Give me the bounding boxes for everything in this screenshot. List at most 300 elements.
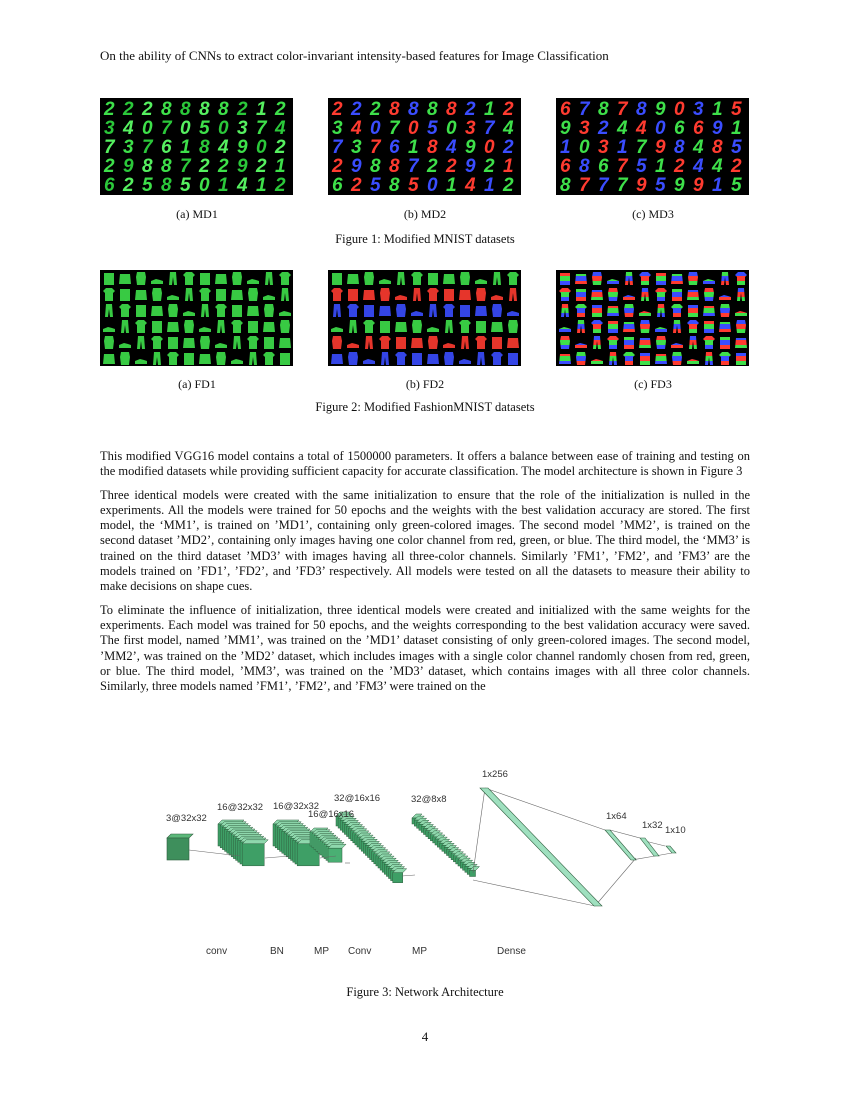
figure2-caption: Figure 2: Modified FashionMNIST datasets — [315, 400, 535, 414]
stage-label: MP — [412, 946, 427, 957]
digit-glyph: 8 — [199, 99, 210, 120]
digit-glyph: 3 — [104, 118, 115, 139]
digit-glyph: 2 — [427, 156, 438, 177]
clothing-item — [734, 319, 748, 334]
clothing-item — [491, 352, 503, 365]
clothing-item — [199, 288, 211, 301]
digit-glyph: 0 — [655, 118, 666, 139]
clothing-item — [248, 288, 258, 301]
clothing-item — [459, 290, 471, 300]
clothing-item — [183, 311, 195, 316]
clothing-item — [412, 320, 422, 333]
digit-glyph: 1 — [712, 175, 723, 195]
clothing-item — [574, 271, 588, 286]
digit-glyph: 7 — [617, 99, 628, 120]
digit-glyph: 8 — [389, 156, 400, 177]
clothing-item — [333, 304, 341, 317]
digit-glyph: 0 — [256, 137, 267, 158]
clothing-item — [460, 305, 470, 317]
clothing-item — [348, 352, 358, 365]
digit-glyph: 0 — [218, 118, 229, 139]
clothing-item — [622, 287, 636, 302]
clothing-item — [492, 304, 502, 317]
digit-glyph: 5 — [731, 175, 742, 195]
digit-glyph: 8 — [712, 137, 723, 158]
layer-label: 32@16x16 — [334, 793, 381, 804]
digit-glyph: 7 — [104, 137, 115, 158]
digit-glyph: 8 — [408, 99, 419, 120]
clothing-item — [702, 319, 716, 334]
clothing-item — [331, 288, 343, 301]
clothing-item — [445, 320, 453, 333]
stage-label: MP — [314, 946, 329, 957]
clothing-item — [702, 351, 716, 366]
clothing-item — [185, 288, 193, 301]
stage-label: BN — [270, 946, 284, 957]
conv-block-2 — [336, 812, 407, 883]
clothing-item — [428, 336, 438, 349]
clothing-item — [686, 319, 700, 334]
digit-glyph: 7 — [617, 175, 628, 195]
digit-glyph: 2 — [123, 99, 134, 120]
digit-glyph: 5 — [636, 156, 647, 177]
digit-glyph: 8 — [218, 99, 229, 120]
clothing-item — [411, 272, 423, 285]
digit-glyph: 8 — [560, 175, 571, 195]
digit-glyph: 7 — [389, 118, 400, 139]
clothing-item — [119, 274, 131, 284]
digit-glyph: 2 — [731, 156, 742, 177]
digit-glyph: 7 — [598, 175, 609, 195]
digit-glyph: 9 — [465, 156, 476, 177]
clothing-item — [247, 306, 259, 316]
clothing-item — [232, 272, 242, 285]
digit-glyph: 9 — [674, 175, 685, 195]
clothing-item — [734, 303, 748, 318]
digit-glyph: 9 — [712, 118, 723, 139]
clothing-item — [136, 272, 146, 285]
digit-glyph: 2 — [484, 156, 495, 177]
clothing-item — [103, 288, 115, 301]
clothing-item — [590, 351, 604, 366]
digit-glyph: 2 — [237, 99, 248, 120]
clothing-item — [429, 304, 437, 317]
clothing-item — [263, 322, 275, 332]
subcaption-fd3: (c) FD3 — [634, 377, 672, 391]
digit-glyph: 4 — [237, 175, 248, 195]
clothing-item — [654, 319, 668, 334]
digit-glyph: 9 — [465, 137, 476, 158]
clothing-item — [686, 287, 700, 302]
digit-glyph: 4 — [465, 175, 476, 195]
clothing-item — [104, 273, 114, 285]
digit-glyph: 8 — [389, 175, 400, 195]
layer-label: 1x256 — [482, 769, 508, 780]
clothing-item — [702, 271, 716, 286]
digit-glyph: 2 — [503, 99, 514, 120]
digit-glyph: 8 — [446, 99, 457, 120]
clothing-item — [574, 319, 588, 334]
clothing-item — [364, 305, 374, 317]
digit-glyph: 5 — [655, 175, 666, 195]
stage-label: Conv — [348, 946, 372, 957]
clothing-item — [151, 306, 163, 316]
subcaption-md1: (a) MD1 — [176, 207, 218, 221]
digit-glyph: 9 — [693, 175, 704, 195]
digit-glyph: 8 — [142, 156, 153, 177]
stage-labels — [206, 946, 526, 957]
stage-label: Dense — [497, 946, 526, 957]
digit-glyph: 8 — [427, 137, 438, 158]
clothing-item — [734, 335, 748, 350]
clothing-item — [137, 336, 145, 349]
clothing-item — [153, 352, 161, 365]
digit-glyph: 9 — [123, 156, 134, 177]
digit-glyph: 5 — [408, 175, 419, 195]
digit-glyph: 7 — [484, 118, 495, 139]
paragraph-1: This modified VGG16 model contains a total of 1500000 parameters. It offers a balance between ease of training and testing on the modified datasets while providing sufficient capacity for accurate classification. The model architecture is shown in Figure 3 — [100, 449, 750, 479]
clothing-item — [734, 287, 748, 302]
digit-glyph: 2 — [351, 175, 362, 195]
clothing-item — [622, 303, 636, 318]
network-architecture-diagram — [140, 760, 710, 965]
digit-glyph: 1 — [256, 99, 267, 120]
digit-glyph: 8 — [161, 156, 172, 177]
layer-label: 16@32x32 — [217, 802, 264, 813]
clothing-item — [396, 337, 406, 349]
digit-glyph: 2 — [275, 175, 286, 195]
digit-glyph: 2 — [142, 99, 153, 120]
clothing-item — [427, 288, 439, 301]
digit-glyph: 3 — [237, 118, 248, 139]
clothing-item — [507, 338, 519, 348]
clothing-item — [280, 320, 290, 333]
digit-glyph: 2 — [104, 99, 115, 120]
clothing-item — [396, 304, 406, 317]
digit-glyph: 8 — [370, 156, 381, 177]
clothing-item — [718, 271, 732, 286]
digit-glyph: 8 — [579, 156, 590, 177]
clothing-item — [167, 352, 179, 365]
clothing-item — [509, 288, 517, 301]
digit-glyph: 0 — [674, 99, 685, 120]
digit-glyph: 2 — [503, 137, 514, 158]
clothing-item — [702, 303, 716, 318]
clothing-item — [103, 354, 115, 364]
digit-glyph: 4 — [617, 118, 628, 139]
clothing-item — [135, 320, 147, 333]
clothing-item — [558, 287, 572, 302]
clothing-item — [590, 303, 604, 318]
clothing-item — [104, 336, 114, 349]
clothing-item — [427, 327, 439, 332]
feature-map — [393, 873, 403, 883]
clothing-item — [167, 295, 179, 300]
layer-label: 1x64 — [606, 811, 627, 822]
clothing-item — [476, 288, 486, 301]
clothing-item — [443, 304, 455, 317]
digit-glyph: 9 — [237, 156, 248, 177]
clothing-item — [638, 319, 652, 334]
digit-glyph: 5 — [731, 99, 742, 120]
clothing-item — [558, 319, 572, 334]
digit-glyph: 2 — [104, 156, 115, 177]
digit-glyph: 9 — [636, 175, 647, 195]
clothing-item — [217, 320, 225, 333]
digit-glyph: 6 — [332, 175, 343, 195]
clothing-item — [231, 290, 243, 300]
clothing-item — [558, 303, 572, 318]
clothing-item — [121, 320, 129, 333]
clothing-item — [686, 271, 700, 286]
layer-label: 32@8x8 — [411, 794, 447, 805]
clothing-item — [231, 320, 243, 333]
digit-glyph: 7 — [579, 99, 590, 120]
clothing-item — [395, 352, 407, 365]
digit-glyph: 1 — [484, 175, 495, 195]
clothing-item — [264, 337, 274, 349]
digit-glyph: 4 — [123, 118, 134, 139]
digit-glyph: 3 — [579, 118, 590, 139]
digit-glyph: 1 — [655, 156, 666, 177]
clothing-item — [670, 287, 684, 302]
digit-glyph: 1 — [218, 175, 229, 195]
clothing-item — [169, 272, 177, 285]
clothing-item — [347, 343, 359, 348]
clothing-item — [507, 272, 519, 285]
digit-glyph: 0 — [370, 118, 381, 139]
clothing-item — [201, 304, 209, 317]
digit-glyph: 2 — [275, 99, 286, 120]
digit-glyph: 8 — [598, 99, 609, 120]
clothing-item — [590, 287, 604, 302]
clothing-item — [508, 320, 518, 333]
digit-glyph: 0 — [142, 118, 153, 139]
clothing-item — [231, 359, 243, 364]
clothing-item — [331, 327, 343, 332]
digit-glyph: 2 — [256, 156, 267, 177]
clothing-item — [606, 335, 620, 350]
clothing-item — [413, 288, 421, 301]
clothing-item — [364, 272, 374, 285]
clothing-item — [263, 295, 275, 300]
clothing-item — [136, 305, 146, 317]
digit-glyph: 5 — [180, 175, 191, 195]
feature-map — [328, 848, 342, 862]
clothing-item — [247, 336, 259, 349]
digit-glyph: 3 — [598, 137, 609, 158]
clothing-item — [119, 304, 131, 317]
digit-glyph: 0 — [446, 118, 457, 139]
clothing-item — [734, 271, 748, 286]
clothing-item — [167, 322, 179, 332]
digit-glyph: 4 — [218, 137, 229, 158]
digit-glyph: 8 — [389, 99, 400, 120]
clothing-item — [168, 304, 178, 317]
figure1-caption: Figure 1: Modified MNIST datasets — [335, 232, 515, 246]
subcaption-fd1: (a) FD1 — [178, 377, 216, 391]
clothing-item — [279, 272, 291, 285]
paragraph-2: Three identical models were created with the same initialization to ensure that the role of the initialization is nulled in the experiments. All the models were trained for 50 epochs and the weights with the best validation accuracy are stored. The first model, the ‘MM1’, is trained on ’MD1’, containing only green-colored images. The second model ’MM2’, is trained on the second dataset ’MD2’, containing only images having one color channel from red, green, or blue. The third model, the ‘MM3’ is trained on the third dataset ’MD3’ with images having all three-color channels. Similarly ’FM1’, ’FM2’, and ’FM3’ are the models trained on ’FD1’, ’FD2’, and ’FD3’ respectively. All models were tested on all the datasets to measure their ability to make decisions on shape cues. — [100, 487, 750, 594]
clothing-item — [476, 321, 486, 333]
clothing-item — [492, 337, 502, 349]
digit-glyph: 5 — [370, 175, 381, 195]
clothing-item — [120, 289, 130, 301]
digit-glyph: 7 — [408, 156, 419, 177]
digit-glyph: 1 — [256, 175, 267, 195]
digit-glyph: 2 — [598, 118, 609, 139]
clothing-item — [508, 353, 518, 365]
clothing-item — [395, 322, 407, 332]
conv-block-1 — [218, 820, 268, 866]
digit-glyph: 5 — [427, 118, 438, 139]
clothing-item — [461, 336, 469, 349]
clothing-item — [491, 295, 503, 300]
digit-glyph: 6 — [389, 137, 400, 158]
clothing-item — [654, 303, 668, 318]
digit-glyph: 1 — [712, 99, 723, 120]
clothing-item — [184, 320, 194, 333]
clothing-item — [151, 279, 163, 284]
fd2-image — [328, 270, 521, 366]
clothing-item — [558, 335, 572, 350]
running-title: On the ability of CNNs to extract color-invariant intensity-based features for Image Classification — [100, 48, 609, 63]
page-number: 4 — [421, 1029, 429, 1044]
clothing-item — [718, 319, 732, 334]
clothing-item — [670, 303, 684, 318]
clothing-item — [638, 335, 652, 350]
clothing-item — [654, 335, 668, 350]
clothing-item — [475, 279, 487, 284]
digit-glyph: 6 — [560, 156, 571, 177]
layer-label: 1x10 — [665, 825, 686, 836]
clothing-item — [119, 343, 131, 348]
digit-glyph: 7 — [180, 156, 191, 177]
digit-glyph: 4 — [503, 118, 514, 139]
clothing-item — [365, 336, 373, 349]
clothing-item — [427, 354, 439, 364]
clothing-item — [380, 288, 390, 301]
digit-glyph: 7 — [579, 175, 590, 195]
digit-glyph: 8 — [161, 99, 172, 120]
digit-glyph: 5 — [731, 137, 742, 158]
digit-glyph: 7 — [636, 137, 647, 158]
clothing-item — [279, 311, 291, 316]
digit-glyph: 9 — [351, 156, 362, 177]
clothing-item — [411, 338, 423, 348]
clothing-item — [654, 351, 668, 366]
clothing-item — [638, 351, 652, 366]
digit-glyph: 6 — [161, 137, 172, 158]
clothing-item — [411, 311, 423, 316]
clothing-item — [184, 353, 194, 365]
clothing-item — [622, 335, 636, 350]
clothing-item — [590, 335, 604, 350]
clothing-item — [702, 287, 716, 302]
digit-glyph: 6 — [598, 156, 609, 177]
clothing-item — [443, 343, 455, 348]
clothing-item — [331, 354, 343, 364]
maxpool-block-2 — [412, 814, 480, 877]
digit-glyph: 6 — [560, 99, 571, 120]
digit-glyph: 6 — [104, 175, 115, 195]
layer-label: 16@32x32 — [273, 801, 320, 812]
clothing-item — [263, 352, 275, 365]
digit-glyph: 0 — [427, 175, 438, 195]
body-text — [100, 449, 750, 702]
clothing-item — [718, 351, 732, 366]
clothing-item — [152, 288, 162, 301]
clothing-item — [444, 352, 454, 365]
clothing-item — [200, 273, 210, 285]
digit-glyph: 3 — [465, 118, 476, 139]
clothing-item — [215, 343, 227, 348]
clothing-item — [233, 336, 241, 349]
clothing-item — [183, 338, 195, 348]
md1-image — [100, 98, 293, 195]
digit-glyph: 4 — [693, 156, 704, 177]
subcaption-md3: (c) MD3 — [632, 207, 674, 221]
digit-glyph: 3 — [351, 137, 362, 158]
digit-glyph: 2 — [351, 99, 362, 120]
digit-glyph: 8 — [427, 99, 438, 120]
clothing-item — [606, 351, 620, 366]
clothing-item — [379, 306, 391, 316]
md2-image — [328, 98, 521, 195]
digit-glyph: 3 — [123, 137, 134, 158]
digit-glyph: 8 — [180, 99, 191, 120]
clothing-item — [379, 279, 391, 284]
digit-glyph: 2 — [123, 175, 134, 195]
layer-label: 16@16x16 — [308, 809, 355, 820]
digit-glyph: 7 — [256, 118, 267, 139]
layer-label: 3@32x32 — [166, 813, 207, 824]
clothing-item — [622, 351, 636, 366]
feature-map-top — [242, 840, 268, 844]
clothing-item — [718, 335, 732, 350]
clothing-item — [135, 359, 147, 364]
digit-glyph: 8 — [674, 137, 685, 158]
clothing-item — [686, 351, 700, 366]
digit-glyph: 2 — [446, 156, 457, 177]
clothing-item — [168, 337, 178, 349]
clothing-item — [558, 351, 572, 366]
digit-glyph: 3 — [332, 118, 343, 139]
digit-glyph: 8 — [636, 99, 647, 120]
digit-glyph: 4 — [351, 118, 362, 139]
digit-glyph: 1 — [617, 137, 628, 158]
digit-glyph: 1 — [408, 137, 419, 158]
clothing-item — [606, 271, 620, 286]
digit-glyph: 5 — [199, 118, 210, 139]
digit-glyph: 1 — [180, 137, 191, 158]
clothing-item — [558, 271, 572, 286]
clothing-item — [215, 274, 227, 284]
clothing-item — [493, 272, 501, 285]
clothing-item — [135, 290, 147, 300]
clothing-item — [574, 303, 588, 318]
layer-label: 1x32 — [642, 820, 663, 831]
digit-glyph: 2 — [370, 99, 381, 120]
digit-glyph: 1 — [503, 156, 514, 177]
fd3-image — [556, 270, 749, 366]
clothing-item — [491, 322, 503, 332]
clothing-item — [622, 271, 636, 286]
clothing-item — [363, 290, 375, 300]
digit-glyph: 6 — [693, 118, 704, 139]
md3-image — [556, 98, 749, 195]
clothing-item — [395, 295, 407, 300]
